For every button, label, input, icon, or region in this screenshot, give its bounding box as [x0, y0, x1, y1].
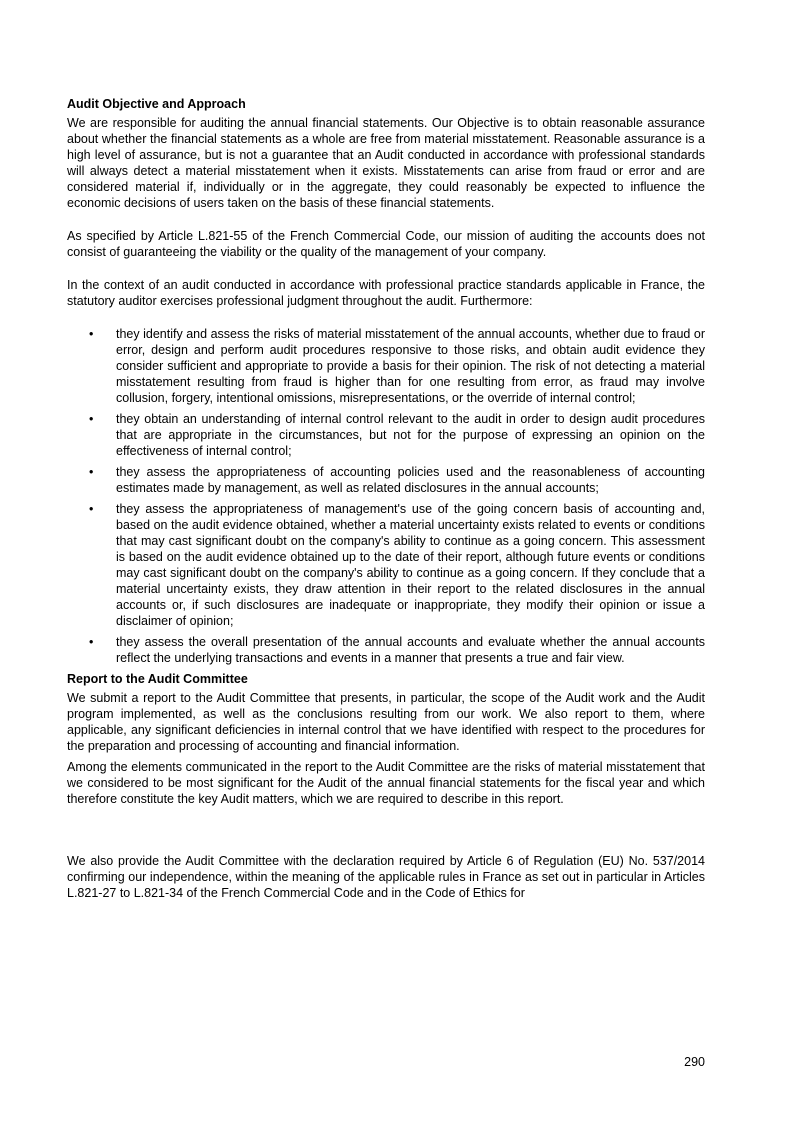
paragraph-independence-declaration: We also provide the Audit Committee with the declaration required by Article 6 of Regulation (EU) No. 537/2014 confirming our independence, within the meaning of the applicable rules in France as set out in particular in Articles L.821-27 to L.821-34 of the French Commercial Code and in the Code of Ethics for [67, 854, 705, 900]
bullet-icon: • [89, 412, 94, 426]
list-item: • they identify and assess the risks of material misstatement of the annual accounts, whether due to fraud or error, design and perform audit procedures responsive to those risks, and obtain audit evidence they consider sufficient and appropriate to provide a basis for their opinion. The risk of not detecting a material misstatement resulting from fraud is higher than for one resulting from error, as fraud may involve collusion, forgery, intentional omissions, misrepresentations, or the override of internal control; [89, 327, 705, 405]
bullet-icon: • [89, 327, 94, 341]
paragraph-audit-committee-report: We submit a report to the Audit Committee that presents, in particular, the scope of the Audit work and the Audit program implemented, as well as the conclusions resulting from our work. We also report to them, where applicable, any significant deficiencies in internal control that we have identified with respect to the procedures for the preparation and processing of accounting and financial information. [67, 691, 705, 753]
list-item: • they assess the appropriateness of management's use of the going concern basis of accounting and, based on the audit evidence obtained, whether a material uncertainty exists related to events or conditions that may cast significant doubt on the company's ability to continue as a going concern. This assessment is based on the audit evidence obtained up to the date of their report, although future events or conditions may cast significant doubt on the company's ability to continue as a going concern. If they conclude that a material uncertainty exists, they draw attention in their report to the related disclosures in the annual accounts or, if such disclosures are inadequate or inappropriate, they modify their opinion or issue a disclaimer of opinion; [89, 502, 705, 628]
list-item: • they assess the overall presentation of the annual accounts and evaluate whether the annual accounts reflect the underlying transactions and events in a manner that presents a true and fair view. [89, 635, 705, 665]
blank-space [67, 807, 705, 853]
paragraph-key-audit-matters: Among the elements communicated in the report to the Audit Committee are the risks of material misstatement that we considered to be most significant for the Audit of the annual financial statements for the fiscal year and which therefore constitute the key Audit matters, which we are required to describe in this report. [67, 760, 705, 806]
paragraph-audit-objective: We are responsible for auditing the annual financial statements. Our Objective is to obtain reasonable assurance about whether the financial statements as a whole are free from material misstatement. Reasonable assurance is a high level of assurance, but is not a guarantee that an Audit conducted in accordance with professional standards will always detect a material misstatement when it exists. Misstatements can arise from fraud or error and are considered material if, individually or in the aggregate, they could reasonably be expected to influence the economic decisions of users taken on the basis of these financial statements. [67, 116, 705, 210]
auditor-responsibilities-list [67, 326, 705, 666]
list-item: • they assess the appropriateness of accounting policies used and the reasonableness of accounting estimates made by management, as well as related disclosures in the annual accounts; [89, 465, 705, 495]
section-heading-audit-objective: Audit Objective and Approach [67, 97, 246, 111]
paragraph-french-commercial-code: As specified by Article L.821-55 of the French Commercial Code, our mission of auditing the accounts does not consist of guaranteeing the viability or the quality of the management of your company. [67, 229, 705, 259]
bullet-icon: • [89, 502, 94, 516]
bullet-icon: • [89, 635, 94, 649]
page-number: 290 [684, 1055, 705, 1069]
list-item: • they obtain an understanding of internal control relevant to the audit in order to design audit procedures that are appropriate in the circumstances, but not for the purpose of expressing an opinion on the effectiveness of internal control; [89, 412, 705, 458]
page-content [67, 96, 705, 901]
paragraph-professional-judgment: In the context of an audit conducted in accordance with professional practice standards applicable in France, the statutory auditor exercises professional judgment throughout the audit. Furthermore: [67, 278, 705, 308]
bullet-icon: • [89, 465, 94, 479]
section-heading-audit-committee: Report to the Audit Committee [67, 672, 248, 686]
